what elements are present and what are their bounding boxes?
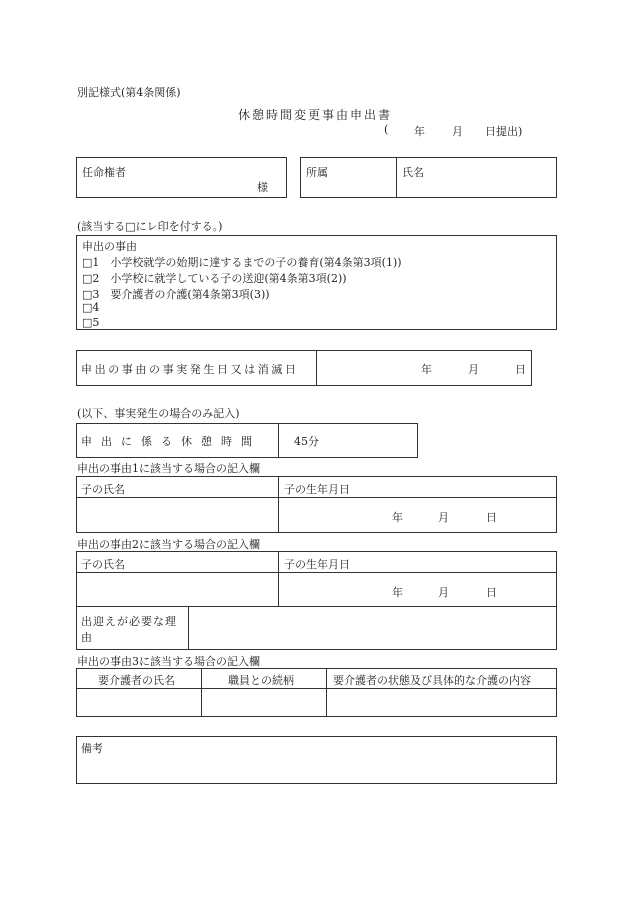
reasons-heading: 申出の事由: [82, 240, 137, 253]
submit-month: 月: [452, 125, 463, 138]
section2-day: 日: [486, 586, 497, 599]
honorific: 様: [257, 181, 268, 194]
reason-item-2[interactable]: □2 小学校に就学している子の送迎(第4条第3項(2)): [82, 272, 347, 285]
section2-pickup-reason-label-cont: 由: [81, 631, 92, 644]
section1-year: 年: [392, 511, 403, 524]
section2-heading: 申出の事由2に該当する場合の記入欄: [77, 538, 260, 551]
section2-pickup-reason-field[interactable]: [189, 607, 556, 649]
submit-day: 日提出): [485, 125, 523, 138]
occurrence-day: 日: [515, 363, 526, 376]
dept-name-divider: [396, 157, 397, 198]
section2-child-dob-label: 子の生年月日: [284, 558, 350, 571]
section2-month: 月: [438, 586, 449, 599]
occurrence-note: (以下、事実発生の場合のみ記入): [77, 407, 240, 420]
section3-col-header-3: 要介護者の状態及び具体的な介護の内容: [333, 674, 531, 687]
dept-label: 所属: [306, 166, 328, 179]
appointer-label: 任命権者: [82, 166, 126, 179]
occurrence-month: 月: [468, 363, 479, 376]
break-time-value[interactable]: 45分: [294, 435, 319, 448]
section3-col-header-1: 要介護者の氏名: [98, 674, 175, 687]
reason-item-3[interactable]: □3 要介護者の介護(第4条第3項(3)): [82, 288, 270, 301]
section3-heading: 申出の事由3に該当する場合の記入欄: [77, 655, 260, 668]
section1-day: 日: [486, 511, 497, 524]
section1-heading: 申出の事由1に該当する場合の記入欄: [77, 462, 260, 475]
page-title: 休憩時間変更事由申出書: [238, 108, 393, 122]
instruction-text: (該当する□にレ印を付する。): [77, 220, 223, 233]
section1-month: 月: [438, 511, 449, 524]
submit-date-open: (: [384, 123, 389, 136]
form-reference: 別記様式(第4条関係): [77, 86, 181, 99]
section1-child-dob-label: 子の生年月日: [284, 483, 350, 496]
name-label: 氏名: [402, 166, 424, 179]
section3-col-header-2: 職員との続柄: [228, 674, 294, 687]
section3-care-recipient-field[interactable]: [77, 689, 200, 716]
remarks-box[interactable]: [76, 736, 557, 784]
occurrence-year: 年: [421, 363, 432, 376]
section1-child-name-label: 子の氏名: [81, 483, 125, 496]
section1-col-divider: [278, 476, 279, 533]
submit-year: 年: [414, 125, 425, 138]
section2-pickup-reason-label: 出迎えが必要な理: [81, 615, 177, 628]
section2-year: 年: [392, 586, 403, 599]
occurrence-date-field[interactable]: [317, 351, 531, 385]
reason-item-1[interactable]: □1 小学校就学の始期に達するまでの子の養育(第4条第3項(1)): [82, 256, 402, 269]
occurrence-label: 申出の事由の事実発生日又は消滅日: [81, 363, 299, 376]
reason-item-5[interactable]: □5: [82, 316, 100, 329]
section2-child-name-field[interactable]: [77, 573, 277, 605]
remarks-label: 備考: [81, 742, 103, 755]
break-time-label: 申出に係る休憩時間: [81, 435, 261, 448]
section2-col-divider: [278, 551, 279, 606]
section3-care-details-field[interactable]: [327, 689, 556, 716]
break-time-divider: [278, 423, 279, 458]
dept-name-box[interactable]: [300, 157, 557, 198]
reason-item-4[interactable]: □4: [82, 301, 100, 314]
section2-child-name-label: 子の氏名: [81, 558, 125, 571]
section1-child-name-field[interactable]: [77, 498, 277, 532]
section3-relationship-field[interactable]: [202, 689, 325, 716]
